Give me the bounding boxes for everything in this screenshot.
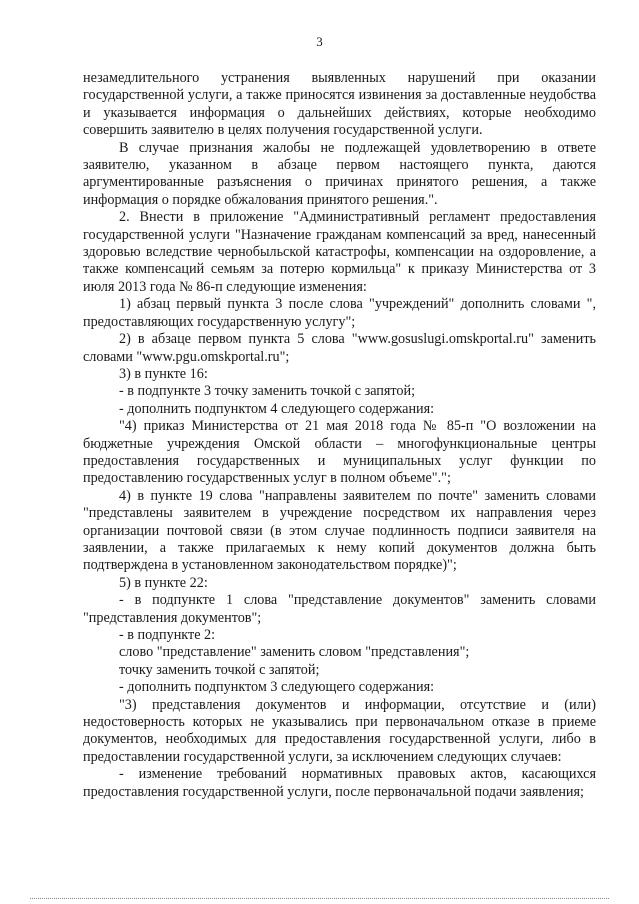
paragraph: 2. Внести в приложение "Административный регламент предоставления государственной услуги "Назначение гражданам компенсаций за вред, нанесенный здоровью вследствие чернобыльской катастрофы, компенсации на оздоровление, а также компенсаций семьям за потерю кормильца" к приказу Министерства от 3 июля 2013 года № 86-п следующие изменения: (83, 209, 596, 295)
paragraph: - в подпункте 3 точку заменить точкой с запятой; (119, 383, 416, 400)
paragraph: "4) приказ Министерства от 21 мая 2018 года № 85-п "О возложении на бюджетные учреждения Омской области – многофункциональные центры предоставления государственных и муниципальных услуг функции по предоставлению государственных услуг в полном объеме"."; (83, 418, 596, 487)
paragraph: - дополнить подпунктом 3 следующего содержания: (119, 679, 435, 696)
paragraph: 5) в пункте 22: (119, 574, 208, 591)
paragraph: В случае признания жалобы не подлежащей удовлетворению в ответе заявителю, указанном в абзаце первом настоящего пункта, даются аргументированные разъяснения о причинах принятого решения, а также информация о порядке обжалования принятого решения.". (83, 139, 596, 208)
paragraph: - изменение требований нормативных правовых актов, касающихся предоставления государственной услуги, после первоначальной подачи заявления; (83, 766, 596, 800)
paragraph: незамедлительного устранения выявленных нарушений при оказании государственной услуги, а также приносятся извинения за доставленные неудобства и указывается информация о дальнейших действиях, которые необходимо совершить заявителю в целях получения государственной услуги. (83, 70, 596, 139)
scan-edge-line (30, 898, 609, 899)
paragraph: - в подпункте 2: (119, 627, 216, 643)
document-body (83, 70, 596, 801)
paragraph: 4) в пункте 19 слова "направлены заявителем по почте" заменить словами "представлены заявителем в учреждение посредством их направления через организации почтовой связи (в этом случае подлинность подписи заявителя на заявлении, а также прилагаемых к нему копий документов должна быть подтверждена в установленном законодательством порядке)"; (83, 487, 596, 574)
paragraph: 3) в пункте 16: (119, 365, 208, 382)
paragraph: 2) в абзаце первом пункта 5 слова "www.gosuslugi.omskportal.ru" заменить словами "www.pgu.omskportal.ru"; (83, 331, 596, 365)
paragraph: - дополнить подпунктом 4 следующего содержания: (119, 400, 435, 417)
page-number: 3 (316, 34, 323, 49)
paragraph: слово "представление" заменить словом "представления"; (119, 644, 470, 661)
paragraph: 1) абзац первый пункта 3 после слова "учреждений" дополнить словами ", предоставляющих государственную услугу"; (83, 296, 596, 330)
paragraph: точку заменить точкой с запятой; (119, 661, 320, 678)
paragraph: - в подпункте 1 слова "представление документов" заменить словами "представления документов"; (83, 592, 596, 626)
paragraph: "3) представления документов и информации, отсутствие и (или) недостоверность которых не указывались при первоначальном отказе в приеме документов, необходимых для предоставления государственной услуги, либо в предоставлении государственной услуги, за исключением следующих случаев: (83, 696, 596, 765)
